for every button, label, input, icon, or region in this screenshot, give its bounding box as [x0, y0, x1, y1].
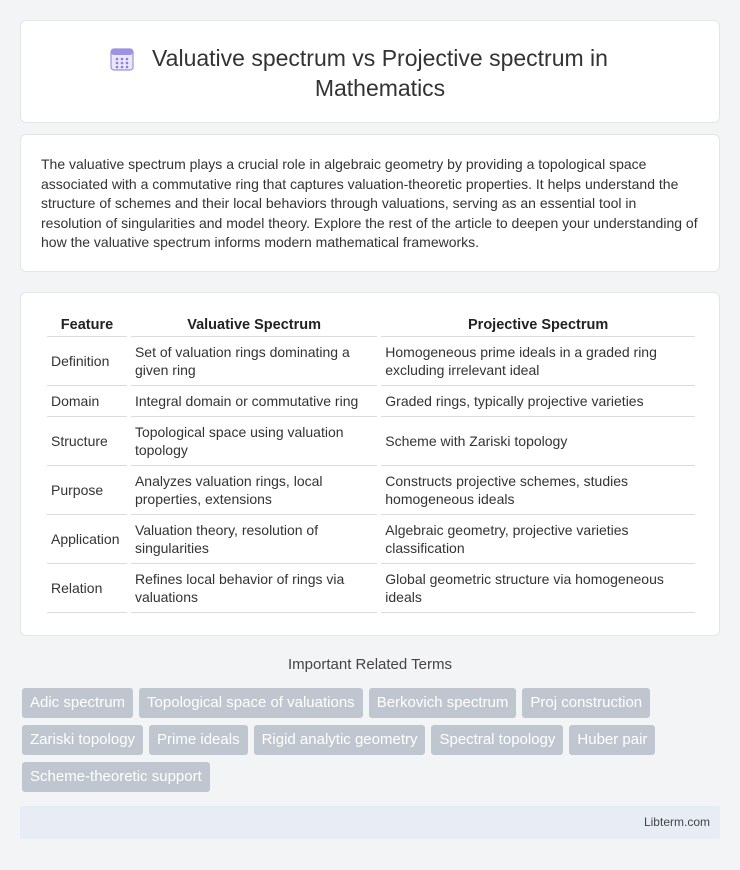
row-valuative: Topological space using valuation topology — [131, 417, 377, 466]
row-projective: Constructs projective schemes, studies homogeneous ideals — [381, 466, 695, 515]
term-tag-rigid-analytic-geometry[interactable]: Rigid analytic geometry — [254, 725, 426, 755]
header-valuative: Valuative Spectrum — [131, 315, 377, 337]
row-projective: Global geometric structure via homogeneous ideals — [381, 564, 695, 613]
table-header-row — [47, 315, 695, 337]
term-tag-proj-construction[interactable]: Proj construction — [522, 688, 650, 718]
term-tag-berkovich-spectrum[interactable]: Berkovich spectrum — [369, 688, 517, 718]
comparison-table — [43, 315, 699, 613]
table-row — [47, 564, 695, 613]
row-valuative: Refines local behavior of rings via valuations — [131, 564, 377, 613]
row-feature: Structure — [47, 417, 127, 466]
table-row — [47, 515, 695, 564]
related-terms-list — [22, 688, 722, 792]
row-valuative: Set of valuation rings dominating a given ring — [131, 337, 377, 386]
row-projective: Graded rings, typically projective varieties — [381, 386, 695, 417]
row-projective: Scheme with Zariski topology — [381, 417, 695, 466]
term-tag-zariski-topology[interactable]: Zariski topology — [22, 725, 143, 755]
title-card — [20, 20, 720, 123]
row-feature: Domain — [47, 386, 127, 417]
intro-card — [20, 134, 720, 272]
term-tag-huber-pair[interactable]: Huber pair — [569, 725, 655, 755]
header-projective: Projective Spectrum — [381, 315, 695, 337]
term-tag-adic-spectrum[interactable]: Adic spectrum — [22, 688, 133, 718]
row-feature: Application — [47, 515, 127, 564]
row-feature: Definition — [47, 337, 127, 386]
footer-site-link[interactable]: Libterm.com — [643, 815, 710, 829]
header-feature: Feature — [47, 315, 127, 337]
footer — [20, 806, 720, 839]
term-tag-scheme-theoretic-support[interactable]: Scheme-theoretic support — [22, 762, 210, 792]
table-row — [47, 417, 695, 466]
table-row — [47, 386, 695, 417]
row-valuative: Integral domain or commutative ring — [131, 386, 377, 417]
term-tag-prime-ideals[interactable]: Prime ideals — [149, 725, 248, 755]
row-projective: Homogeneous prime ideals in a graded ring excluding irrelevant ideal — [381, 337, 695, 386]
comparison-card — [20, 292, 720, 636]
row-projective: Algebraic geometry, projective varieties classification — [381, 515, 695, 564]
term-tag-topological-space-of-valuations[interactable]: Topological space of valuations — [139, 688, 363, 718]
related-terms-heading: Important Related Terms — [288, 656, 452, 673]
term-tag-spectral-topology[interactable]: Spectral topology — [431, 725, 563, 755]
intro-paragraph: The valuative spectrum plays a crucial role in algebraic geometry by providing a topological space associated with a commutative ring that captures valuation-theoretic properties. It helps understand the structure of schemes and their local behaviors through valuations, serving as an essential tool in resolution of singularities and model theory. Explore the rest of the article to deepen your understanding of how the valuative spectrum informs modern mathematical frameworks. — [41, 156, 698, 250]
row-valuative: Analyzes valuation rings, local properties, extensions — [131, 466, 377, 515]
table-row — [47, 337, 695, 386]
table-row — [47, 466, 695, 515]
row-valuative: Valuation theory, resolution of singularities — [131, 515, 377, 564]
row-feature: Purpose — [47, 466, 127, 515]
row-feature: Relation — [47, 564, 127, 613]
page-title: Valuative spectrum vs Projective spectrum in Mathematics — [152, 45, 608, 101]
